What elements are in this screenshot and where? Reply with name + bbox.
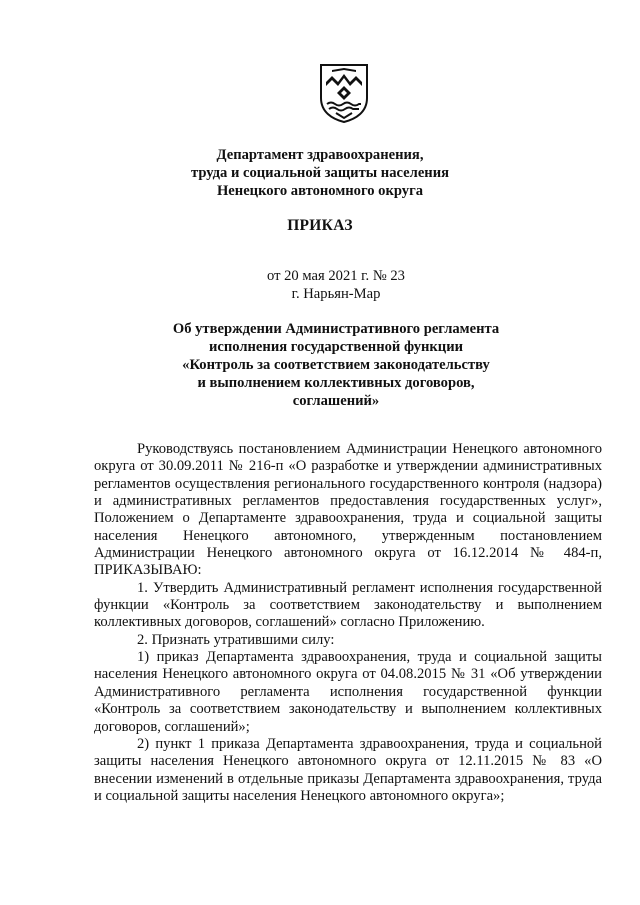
document-date-number: от 20 мая 2021 г. № 23 bbox=[267, 268, 405, 284]
department-name bbox=[0, 146, 640, 200]
subject-line: и выполнением коллективных договоров, bbox=[197, 375, 475, 391]
subject-line: соглашений» bbox=[292, 393, 380, 409]
coat-of-arms-icon bbox=[318, 62, 370, 124]
body-paragraph: 1. Утвердить Административный регламент исполнения государственной функции «Контроль за соответствием законодательству и выполнением коллективных договоров, соглашений» согласно Приложению. bbox=[94, 579, 602, 631]
body-paragraph: 2. Признать утратившими силу: bbox=[137, 631, 335, 648]
department-line: труда и социальной защиты населения bbox=[190, 165, 450, 181]
subject-line: Об утверждении Административного регламента bbox=[172, 321, 500, 337]
document-city: г. Нарьян-Мар bbox=[291, 286, 381, 302]
body-paragraph: 1) приказ Департамента здравоохранения, труда и социальной защиты населения Ненецкого автономного округа от 04.08.2015 № 31 «Об утверждении Административного регламента исполнения государственной функции «Контроль за соответствием законодательству и выполнением коллективных договоров, соглашений»; bbox=[94, 649, 602, 735]
department-line: Ненецкого автономного округа bbox=[216, 183, 424, 199]
department-line: Департамент здравоохранения, bbox=[216, 147, 424, 163]
body-paragraph: 2) пункт 1 приказа Департамента здравоохранения, труда и социальной защиты населения Ненецкого автономного округа от 12.11.2015 № 83 «О внесении изменений в отдельные приказы Департамента здравоохранения, труда и социальной защиты населения Ненецкого автономного округа»; bbox=[94, 735, 602, 804]
body-paragraph: Руководствуясь постановлением Администрации Ненецкого автономного округа от 30.09.2011 № 216-п «О разработке и утверждении административных регламентов осуществления регионального государственного контроля (надзора) и административных регламентов предоставления государственных услуг», Положением о Департаменте здравоохранения, труда и социальной защиты населения Ненецкого автономного, утвержденным постановлением Администрации Ненецкого автономного округа от 16.12.2014 № 484-п, ПРИКАЗЫВАЮ: bbox=[94, 441, 602, 579]
document-type: ПРИКАЗ bbox=[287, 217, 353, 234]
subject-line: «Контроль за соответствием законодательству bbox=[182, 357, 490, 373]
document-subject bbox=[16, 320, 640, 410]
subject-line: исполнения государственной функции bbox=[208, 339, 464, 355]
document-body bbox=[94, 441, 602, 805]
